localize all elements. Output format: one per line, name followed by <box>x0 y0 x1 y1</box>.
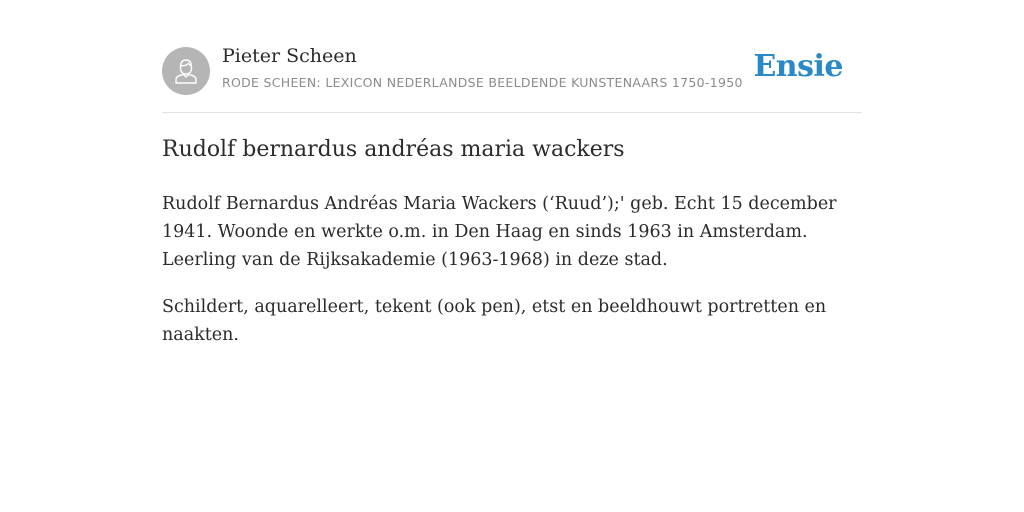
entry-card <box>162 0 862 345</box>
body-paragraph: Schildert, aquarelleert, tekent (ook pen), etst en beeldhouwt portretten en naakten. <box>162 297 827 345</box>
entry-title: Rudolf bernardus andréas maria wackers <box>162 137 625 162</box>
author-avatar[interactable] <box>162 47 210 95</box>
entry-header <box>162 0 862 113</box>
body-paragraph: Rudolf Bernardus Andréas Maria Wackers (‘Ruud’);' geb. Echt 15 december 1941. Woonde en werkte o.m. in Den Haag en sinds 1963 in Amsterdam. Leerling van de Rijksakademie (1963-1968) in deze stad. <box>162 194 837 270</box>
entry-body <box>162 190 862 368</box>
author-name[interactable]: Pieter Scheen <box>222 45 357 67</box>
user-icon <box>162 47 210 95</box>
ensie-logo[interactable]: Ensie <box>753 49 843 84</box>
source-title[interactable]: RODE SCHEEN: LEXICON NEDERLANDSE BEELDENDE KUNSTENAARS 1750-1950 <box>222 75 743 90</box>
